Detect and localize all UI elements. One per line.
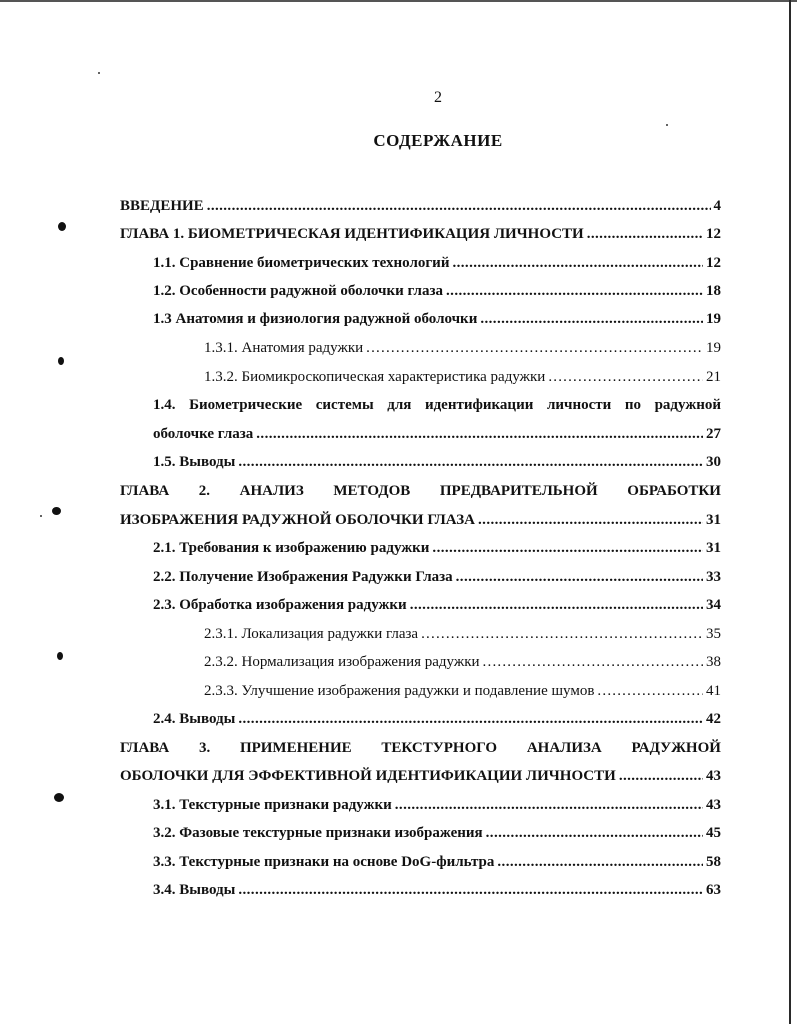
toc-entry-1-4-line-1 [153,392,721,414]
toc-entry-chapter-3-line-1 [120,735,721,757]
toc-entry-chapter-2-line-2 [120,507,721,529]
toc-word: по [624,397,642,413]
leader-dots [446,282,703,300]
toc-entry-page: 34 [706,597,721,613]
leader-dots [456,568,703,586]
toc-entry-chapter-1 [120,221,721,243]
toc-entry-page: 38 [706,654,721,670]
toc-entry-page: 41 [706,683,721,699]
toc-entry-1-4-line-2 [153,421,721,443]
toc-entry-page: 35 [706,626,721,642]
toc-word: АНАЛИЗ [239,483,304,499]
leader-dots [486,824,703,842]
toc-entry-2-4 [153,706,721,728]
toc-word: ОБРАБОТКИ [627,483,721,499]
toc-word: ГЛАВА [120,483,170,499]
toc-entry-chapter-2-line-1 [120,478,721,500]
leader-dots [587,225,703,243]
leader-dots [366,339,703,357]
leader-dots [483,653,703,671]
leader-dots [597,682,703,700]
leader-dots [497,853,703,871]
leader-dots [256,425,703,443]
leader-dots [238,453,703,471]
toc-entry-title: ИЗОБРАЖЕНИЯ РАДУЖНОЙ ОБОЛОЧКИ ГЛАЗА [120,512,476,528]
toc-entry-3-4 [153,877,721,899]
toc-entry-title: 1.1. Сравнение биометрических технологий [153,255,450,271]
leader-dots [238,710,703,728]
toc-entry-chapter-3-line-2 [120,763,721,785]
toc-entry-2-2 [153,564,721,586]
toc-entry-title: 2.3. Обработка изображения радужки [153,597,407,613]
toc-entry-page: 31 [706,512,721,528]
toc-entry-page: 33 [706,569,721,585]
toc-entry-title: 2.2. Получение Изображения Радужки Глаза [153,569,453,585]
toc-entry-3-3 [153,849,721,871]
toc-word: ТЕКСТУРНОГО [381,740,498,756]
toc-entry-2-1 [153,535,721,557]
toc-entry-1-5 [153,449,721,471]
toc-entry-2-3-3 [204,678,721,700]
toc-entry-title: 1.5. Выводы [153,454,236,470]
leader-dots [480,310,703,328]
toc-word: системы [315,397,374,413]
toc-entry-title: 3.3. Текстурные признаки на основе DoG-фильтра [153,854,495,870]
leader-dots [238,881,703,899]
toc-entry-title: ГЛАВА 1. БИОМЕТРИЧЕСКАЯ ИДЕНТИФИКАЦИЯ ЛИЧНОСТИ [120,226,584,242]
toc-entry-title: 1.3.2. Биомикроскопическая характеристика радужки [204,369,546,385]
toc-entry-page: 58 [706,854,721,870]
toc-entry-page: 4 [713,198,721,214]
toc-entry-1-1 [153,250,721,272]
toc-entry-page: 18 [706,283,721,299]
toc-entry-title: 3.1. Текстурные признаки радужки [153,797,392,813]
toc-entry-title: 1.3 Анатомия и физиология радужной оболочки [153,311,478,327]
toc-word: 2. [198,483,211,499]
toc-entry-title: 3.2. Фазовые текстурные признаки изображения [153,825,483,841]
toc-entry-page: 12 [706,255,721,271]
toc-entry-page: 19 [706,340,721,356]
toc-entry-page: 12 [706,226,721,242]
leader-dots [432,539,703,557]
leader-dots [410,596,703,614]
toc-entry-title: ОБОЛОЧКИ ДЛЯ ЭФФЕКТИВНОЙ ИДЕНТИФИКАЦИИ ЛИЧНОСТИ [120,768,616,784]
toc-entry-2-3 [153,592,721,614]
page-number: 2 [434,89,442,106]
toc-entry-page: 42 [706,711,721,727]
toc-word: ПРИМЕНЕНИЕ [239,740,352,756]
toc-entry-title: оболочке глаза [153,426,254,442]
toc-word: для [387,397,412,413]
toc-entry-title: 3.4. Выводы [153,882,236,898]
toc-entry-2-3-1 [204,621,721,643]
leader-dots [619,767,703,785]
toc-entry-1-2 [153,278,721,300]
toc-entry-title: 2.3.2. Нормализация изображения радужки [204,654,480,670]
toc-entry-3-2 [153,820,721,842]
toc-entry-title: ВВЕДЕНИЕ [120,198,204,214]
leader-dots [421,625,703,643]
toc-entry-title: 2.3.1. Локализация радужки глаза [204,626,419,642]
toc-word: АНАЛИЗА [526,740,602,756]
toc-word: 3. [198,740,211,756]
leader-dots [548,368,703,386]
toc-entry-1-3-2 [204,364,721,386]
toc-word: 1.4. [153,397,176,413]
toc-entry-title: 2.4. Выводы [153,711,236,727]
leader-dots [478,511,703,529]
toc-entry-title: 1.3.1. Анатомия радужки [204,340,364,356]
leader-dots [395,796,703,814]
toc-word: ГЛАВА [120,740,170,756]
toc-entry-page: 27 [706,426,721,442]
page-title: СОДЕРЖАНИЕ [373,131,503,150]
toc-entry-page: 43 [706,768,721,784]
toc-entry-title: 2.3.3. Улучшение изображения радужки и подавление шумов [204,683,595,699]
toc-word: радужной [654,397,721,413]
leader-dots [207,197,711,215]
leader-dots [452,254,703,272]
toc-entry-intro [120,193,721,215]
toc-entry-page: 21 [706,369,721,385]
toc-word: РАДУЖНОЙ [631,740,721,756]
toc-word: Биометрические [189,397,303,413]
toc-word: идентификации [424,397,534,413]
toc-entry-page: 30 [706,454,721,470]
toc-entry-page: 43 [706,797,721,813]
toc-entry-1-3 [153,306,721,328]
toc-entry-1-3-1 [204,335,721,357]
toc-entry-page: 19 [706,311,721,327]
toc-word: МЕТОДОВ [333,483,411,499]
toc-entry-page: 45 [706,825,721,841]
toc-word: ПРЕДВАРИТЕЛЬНОЙ [439,483,598,499]
toc-entry-page: 31 [706,540,721,556]
toc-entry-3-1 [153,792,721,814]
toc-entry-page: 63 [706,882,721,898]
toc-entry-title: 1.2. Особенности радужной оболочки глаза [153,283,444,299]
toc-entry-2-3-2 [204,649,721,671]
toc-entry-title: 2.1. Требования к изображению радужки [153,540,430,556]
toc-word: личности [546,397,612,413]
